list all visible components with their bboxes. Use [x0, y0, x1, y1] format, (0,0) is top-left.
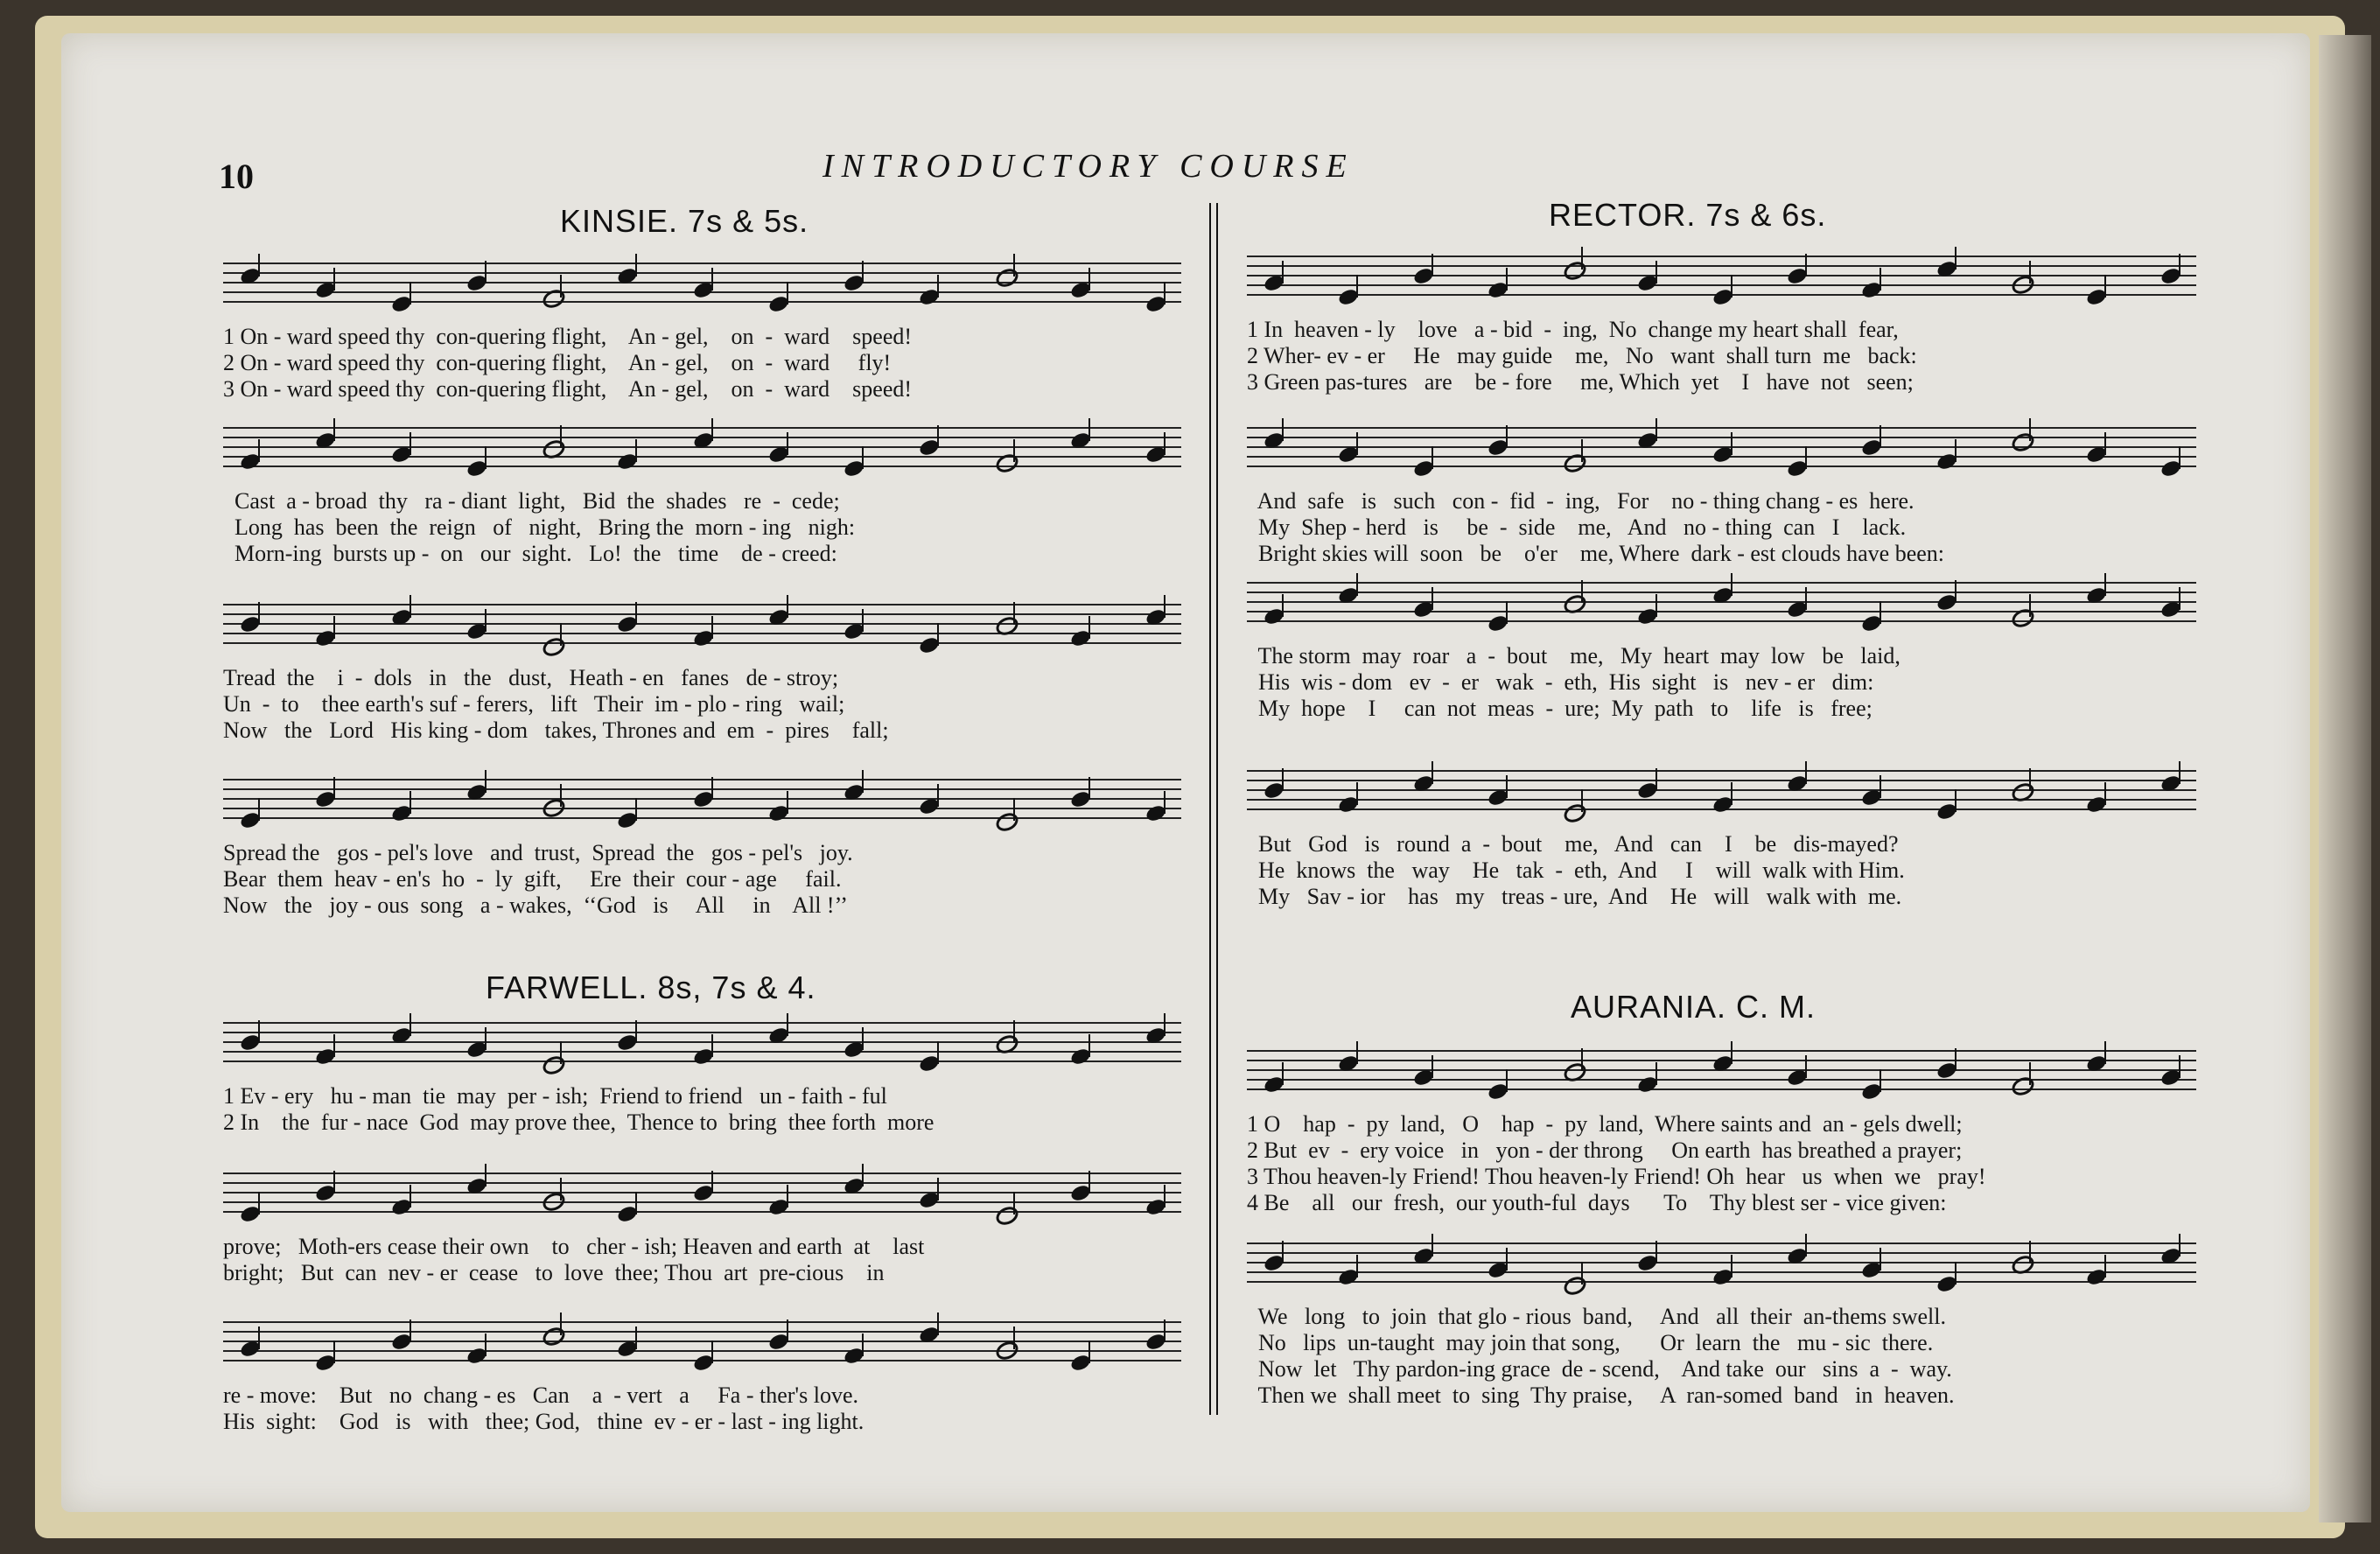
note-head [2009, 1074, 2037, 1098]
note-stem [410, 791, 411, 814]
lyric-line: 2 In the fur - nace God may prove thee, Thence to bring thee forth more [223, 1110, 934, 1135]
note-head [993, 1032, 1021, 1056]
note-stem [1880, 775, 1881, 798]
note-stem [1282, 1241, 1284, 1264]
music-staff [1247, 770, 2196, 822]
note-stem [1282, 418, 1284, 441]
note-stem [1282, 261, 1284, 284]
staff-line [223, 456, 1181, 458]
note-stem [1581, 1262, 1583, 1284]
note-stem [1955, 1262, 1956, 1284]
lyric-line: We long to join that glo - rious band, And all their an-thems swell. [1247, 1304, 1946, 1329]
note-stem [2179, 1234, 2180, 1256]
note-stem [2104, 432, 2106, 455]
note-stem [1164, 432, 1166, 455]
note-stem [1088, 1034, 1090, 1057]
staff-line [223, 1041, 1181, 1043]
note-stem [1731, 1041, 1732, 1064]
note-stem [1805, 1055, 1807, 1078]
note-stem [937, 1041, 939, 1064]
staff-line [223, 604, 1181, 606]
note-stem [711, 1171, 713, 1194]
note-head [993, 809, 1021, 834]
lyric-line: Cast a - broad thy ra - diant light, Bid the shades re - cede; [223, 488, 840, 514]
note-stem [2029, 768, 2031, 791]
lyric-line: 1 O hap - py land, O hap - py land, Where saints and an - gels dwell; [1247, 1111, 1963, 1137]
staff-line [1247, 466, 2196, 467]
note-stem [485, 770, 486, 793]
lyric-line: Bear them heav - en's ho - ly gift, Ere their cour - age fail. [223, 866, 842, 892]
staff-line [1247, 1262, 2196, 1264]
note-head [1561, 451, 1589, 475]
note-stem [635, 1326, 637, 1349]
note-stem [1432, 1055, 1433, 1078]
note-stem [1656, 768, 1657, 791]
staff-line [1247, 265, 2196, 267]
music-staff [1247, 1050, 2196, 1102]
note-stem [1805, 446, 1807, 469]
note-stem [1880, 601, 1881, 624]
staff-line [1247, 1252, 2196, 1254]
music-staff [223, 604, 1181, 656]
note-head [2009, 780, 2037, 804]
note-stem [787, 1320, 788, 1342]
note-stem [635, 1020, 637, 1043]
note-stem [2029, 1062, 2031, 1085]
note-stem [560, 425, 562, 448]
music-staff [223, 1321, 1181, 1374]
note-stem [1581, 1048, 1583, 1071]
lyric-line: 3 Thou heaven-ly Friend! Thou heaven-ly Friend! Oh hear us when we pray! [1247, 1164, 1986, 1189]
note-stem [560, 623, 562, 646]
note-stem [1731, 275, 1732, 298]
note-head [1561, 592, 1589, 616]
note-stem [1656, 1241, 1657, 1264]
lyric-line: No lips un-taught may join that song, Or learn the mu - sic there. [1247, 1330, 1934, 1355]
lyric-line: 3 On - ward speed thy con-quering flight, An - gel, on - ward speed! [223, 376, 913, 402]
note-stem [258, 1020, 260, 1043]
note-stem [635, 254, 637, 276]
note-head [540, 286, 568, 311]
staff-line [1247, 427, 2196, 429]
note-stem [410, 1013, 411, 1036]
note-stem [635, 1192, 637, 1214]
note-stem [1880, 268, 1881, 290]
staff-line [223, 779, 1181, 780]
note-stem [1432, 446, 1433, 469]
lyric-line: But God is round a - bout me, And can I be dis-mayed? [1247, 831, 1899, 857]
note-stem [787, 1013, 788, 1036]
note-head [1561, 801, 1589, 825]
note-head [1561, 1273, 1589, 1298]
note-stem [1088, 1340, 1090, 1363]
note-stem [787, 791, 788, 814]
note-stem [485, 446, 486, 469]
lyric-line: Now let Thy pardon-ing grace de - scend, And take our sins a - way. [1247, 1356, 1952, 1382]
note-stem [1088, 777, 1090, 800]
lyric-line: The storm may roar a - bout me, My heart may low be laid, [1247, 643, 1900, 668]
page-number: 10 [219, 157, 254, 196]
note-stem [1805, 761, 1807, 784]
note-stem [862, 261, 864, 284]
lyric-line: re - move: But no chang - es Can a - vert a Fa - ther's love. [223, 1382, 858, 1408]
note-stem [862, 446, 864, 469]
note-stem [862, 1027, 864, 1050]
note-stem [937, 1312, 939, 1335]
note-stem [635, 798, 637, 821]
staff-line [223, 466, 1181, 467]
note-stem [1282, 1062, 1284, 1085]
note-stem [1013, 439, 1015, 462]
note-stem [1356, 573, 1358, 596]
note-stem [711, 268, 713, 290]
note-stem [1088, 616, 1090, 639]
note-stem [1805, 254, 1807, 276]
note-stem [1656, 1062, 1657, 1085]
note-stem [2104, 275, 2106, 298]
note-stem [635, 439, 637, 462]
note-stem [1581, 439, 1583, 462]
staff-line [223, 1340, 1181, 1342]
staff-line [223, 1321, 1181, 1323]
note-stem [2179, 1055, 2180, 1078]
note-stem [862, 1334, 864, 1356]
note-stem [1013, 798, 1015, 821]
note-stem [1088, 418, 1090, 441]
note-stem [2104, 1255, 2106, 1278]
note-stem [1164, 791, 1166, 814]
staff-line [223, 1172, 1181, 1174]
note-stem [333, 616, 335, 639]
column-divider [1209, 203, 1218, 1415]
note-stem [410, 432, 411, 455]
note-stem [1013, 1192, 1015, 1214]
note-stem [1880, 1248, 1881, 1270]
note-stem [1164, 282, 1166, 304]
note-stem [1731, 573, 1732, 596]
staff-line [1247, 256, 2196, 257]
note-stem [937, 784, 939, 807]
note-stem [1731, 782, 1732, 805]
running-head: INTRODUCTORY COURSE [822, 148, 1354, 185]
lyric-line: Long has been the reign of night, Bring the morn - ing nigh: [223, 514, 856, 540]
staff-line [223, 262, 1181, 264]
note-stem [1356, 1041, 1358, 1064]
lyric-line: Now the Lord His king - dom takes, Thrones and em - pires fall; [223, 718, 889, 743]
note-stem [1282, 594, 1284, 617]
note-head [540, 1053, 568, 1077]
lyric-line: 1 In heaven - ly love a - bid - ing, No change my heart shall fear, [1247, 317, 1899, 342]
note-stem [1164, 1185, 1166, 1208]
note-stem [410, 595, 411, 618]
note-stem [1164, 1013, 1166, 1036]
note-stem [1955, 247, 1956, 270]
note-stem [711, 616, 713, 639]
note-head [540, 1324, 568, 1348]
note-stem [485, 1027, 486, 1050]
note-stem [1164, 595, 1166, 618]
note-stem [937, 623, 939, 646]
note-stem [787, 595, 788, 618]
note-stem [1506, 268, 1508, 290]
note-stem [862, 609, 864, 632]
note-stem [1731, 432, 1732, 455]
note-stem [1164, 1320, 1166, 1342]
note-stem [1955, 580, 1956, 603]
note-stem [1955, 1048, 1956, 1071]
staff-line [1247, 1088, 2196, 1090]
note-stem [937, 425, 939, 448]
note-stem [333, 777, 335, 800]
note-head [2009, 606, 2037, 630]
note-stem [1013, 1020, 1015, 1043]
note-stem [333, 418, 335, 441]
note-stem [1880, 425, 1881, 448]
staff-line [1247, 1050, 2196, 1052]
note-stem [485, 1164, 486, 1186]
note-stem [1432, 254, 1433, 276]
note-stem [1432, 587, 1433, 610]
staff-line [1247, 780, 2196, 781]
note-stem [1506, 425, 1508, 448]
note-head [993, 613, 1021, 638]
note-stem [1581, 789, 1583, 812]
lyric-line: 1 On - ward speed thy con-quering flight, An - gel, on - ward speed! [223, 324, 913, 349]
lyric-line: He knows the way He tak - eth, And I will walk with Him. [1247, 858, 1905, 883]
lyric-line: My Shep - herd is be - side me, And no - thing can I lack. [1247, 514, 1907, 540]
lyric-line: Bright skies will soon be o'er me, Where dark - est clouds have been: [1247, 541, 1945, 566]
note-stem [1955, 439, 1956, 462]
lyric-line: My Sav - ior has my treas - ure, And He will walk with me. [1247, 884, 1902, 909]
note-stem [410, 282, 411, 304]
note-head [993, 265, 1021, 290]
note-stem [258, 798, 260, 821]
note-stem [560, 275, 562, 298]
music-staff [1247, 582, 2196, 634]
note-stem [333, 1340, 335, 1363]
staff-line [1247, 284, 2196, 286]
staff-line [223, 788, 1181, 790]
note-stem [560, 1041, 562, 1064]
note-stem [711, 418, 713, 441]
staff-line [223, 272, 1181, 274]
note-stem [787, 432, 788, 455]
music-staff [223, 1172, 1181, 1225]
lyric-line: 2 But ev - ery voice in yon - der throng On earth has breathed a prayer; [1247, 1138, 1963, 1163]
staff-line [223, 1201, 1181, 1203]
note-stem [2104, 1041, 2106, 1064]
note-stem [1088, 1171, 1090, 1194]
note-stem [485, 261, 486, 284]
note-stem [560, 1312, 562, 1335]
note-stem [560, 784, 562, 807]
note-stem [1506, 775, 1508, 798]
note-stem [1088, 268, 1090, 290]
note-head [540, 634, 568, 659]
lyric-line: And safe is such con - fid - ing, For no - thing chang - es here. [1247, 488, 1914, 514]
note-stem [711, 1340, 713, 1363]
hymn-title: FARWELL. 8s, 7s & 4. [486, 970, 816, 1005]
staff-line [223, 1211, 1181, 1213]
note-stem [2179, 761, 2180, 784]
staff-line [1247, 770, 2196, 772]
note-stem [1880, 1069, 1881, 1092]
lyric-line: 1 Ev - ery hu - man tie may per - ish; Friend to friend un - faith - ful [223, 1083, 887, 1109]
note-stem [787, 1185, 788, 1208]
note-head [2009, 1252, 2037, 1277]
staff-line [223, 613, 1181, 615]
note-stem [560, 1178, 562, 1200]
note-stem [333, 1171, 335, 1194]
lyric-line: His sight: God is with thee; God, thine ev - er - last - ing light. [223, 1409, 864, 1434]
lyric-line: Un - to thee earth's suf - ferers, lift Their im - plo - ring wail; [223, 691, 845, 717]
lyric-line: My hope I can not meas - ure; My path to life is free; [1247, 696, 1872, 721]
note-stem [1356, 275, 1358, 298]
note-stem [1013, 1326, 1015, 1349]
note-stem [1506, 1248, 1508, 1270]
lyric-line: His wis - dom ev - er wak - eth, His sight is nev - er dim: [1247, 669, 1874, 695]
lyric-line: Spread the gos - pel's love and trust, Spread the gos - pel's joy. [223, 840, 853, 865]
note-stem [1955, 789, 1956, 812]
lyric-line: Morn-ing bursts up - on our sight. Lo! the time de - creed: [223, 541, 837, 566]
lyric-line: bright; But can nev - er cease to love thee; Thou art pre-cious in [223, 1260, 885, 1285]
staff-line [223, 427, 1181, 429]
note-stem [258, 439, 260, 462]
note-stem [862, 770, 864, 793]
note-stem [2029, 594, 2031, 617]
lyric-line: Now the joy - ous song a - wakes, ‘‘God is All in All !’’ [223, 892, 848, 918]
lyric-line: 4 Be all our fresh, our youth-ful days To Thy blest ser - vice given: [1247, 1190, 1947, 1215]
note-stem [258, 1192, 260, 1214]
note-stem [711, 1034, 713, 1057]
note-stem [1581, 247, 1583, 270]
lyric-line: Tread the i - dols in the dust, Heath - en fanes de - stroy; [223, 665, 839, 690]
note-head [993, 1203, 1021, 1228]
lyric-line: 3 Green pas-tures are be - fore me, Which yet I have not seen; [1247, 369, 1914, 395]
note-stem [1356, 1255, 1358, 1278]
note-stem [333, 268, 335, 290]
staff-line [223, 1182, 1181, 1184]
note-stem [2029, 418, 2031, 441]
note-stem [2179, 254, 2180, 276]
music-staff [223, 779, 1181, 831]
staff-line [1247, 1242, 2196, 1244]
note-head [540, 437, 568, 461]
note-stem [862, 1164, 864, 1186]
note-stem [1013, 602, 1015, 625]
note-stem [258, 254, 260, 276]
note-stem [2029, 1241, 2031, 1264]
note-head [1561, 258, 1589, 283]
note-stem [410, 1320, 411, 1342]
note-stem [1432, 1234, 1433, 1256]
note-head [993, 451, 1021, 475]
staff-line [1247, 611, 2196, 612]
staff-line [1247, 620, 2196, 622]
staff-line [1247, 1079, 2196, 1081]
lyric-line: prove; Moth-ers cease their own to cher - ish; Heaven and earth at last [223, 1234, 925, 1259]
note-stem [2029, 261, 2031, 284]
music-staff [1247, 427, 2196, 480]
hymn-title: AURANIA. C. M. [1571, 989, 1816, 1025]
hymn-title: RECTOR. 7s & 6s. [1549, 197, 1827, 233]
note-stem [1432, 761, 1433, 784]
note-stem [711, 777, 713, 800]
facing-page-edge [2319, 35, 2371, 1522]
staff-line [223, 808, 1181, 809]
staff-line [1247, 789, 2196, 791]
note-stem [1656, 261, 1657, 284]
note-stem [1282, 768, 1284, 791]
lyric-line: 2 Wher- ev - er He may guide me, No want shall turn me back: [1247, 343, 1917, 368]
note-stem [1506, 601, 1508, 624]
note-stem [485, 609, 486, 632]
staff-line [223, 623, 1181, 625]
note-stem [258, 602, 260, 625]
lyric-line: 2 On - ward speed thy con-quering flight, An - gel, on - ward fly! [223, 350, 892, 375]
music-staff [1247, 256, 2196, 308]
staff-line [223, 1022, 1181, 1024]
note-stem [787, 282, 788, 304]
note-stem [937, 275, 939, 298]
note-stem [2104, 573, 2106, 596]
staff-line [223, 1032, 1181, 1033]
note-stem [1581, 580, 1583, 603]
note-stem [635, 602, 637, 625]
staff-line [223, 817, 1181, 819]
music-staff [223, 262, 1181, 315]
note-stem [1805, 1234, 1807, 1256]
staff-line [223, 1331, 1181, 1333]
note-stem [485, 1334, 486, 1356]
note-stem [937, 1178, 939, 1200]
staff-line [223, 301, 1181, 303]
note-stem [1656, 594, 1657, 617]
note-stem [1356, 432, 1358, 455]
note-stem [1013, 254, 1015, 276]
note-stem [1506, 1069, 1508, 1092]
staff-line [1247, 582, 2196, 584]
note-stem [2179, 446, 2180, 469]
hymn-title: KINSIE. 7s & 5s. [560, 203, 809, 239]
note-stem [2179, 587, 2180, 610]
note-stem [258, 1326, 260, 1349]
note-stem [1356, 782, 1358, 805]
note-stem [333, 1034, 335, 1057]
staff-line [223, 1350, 1181, 1352]
note-stem [410, 1185, 411, 1208]
note-stem [1656, 418, 1657, 441]
note-stem [1805, 587, 1807, 610]
note-stem [1731, 1255, 1732, 1278]
note-head [1561, 1060, 1589, 1084]
music-staff [1247, 1242, 2196, 1295]
music-staff [223, 427, 1181, 480]
music-staff [223, 1022, 1181, 1074]
staff-line [1247, 275, 2196, 276]
note-head [2009, 430, 2037, 454]
note-stem [2104, 782, 2106, 805]
lyric-line: Then we shall meet to sing Thy praise, A ran-somed band in heaven. [1247, 1382, 1955, 1408]
staff-line [1247, 437, 2196, 438]
